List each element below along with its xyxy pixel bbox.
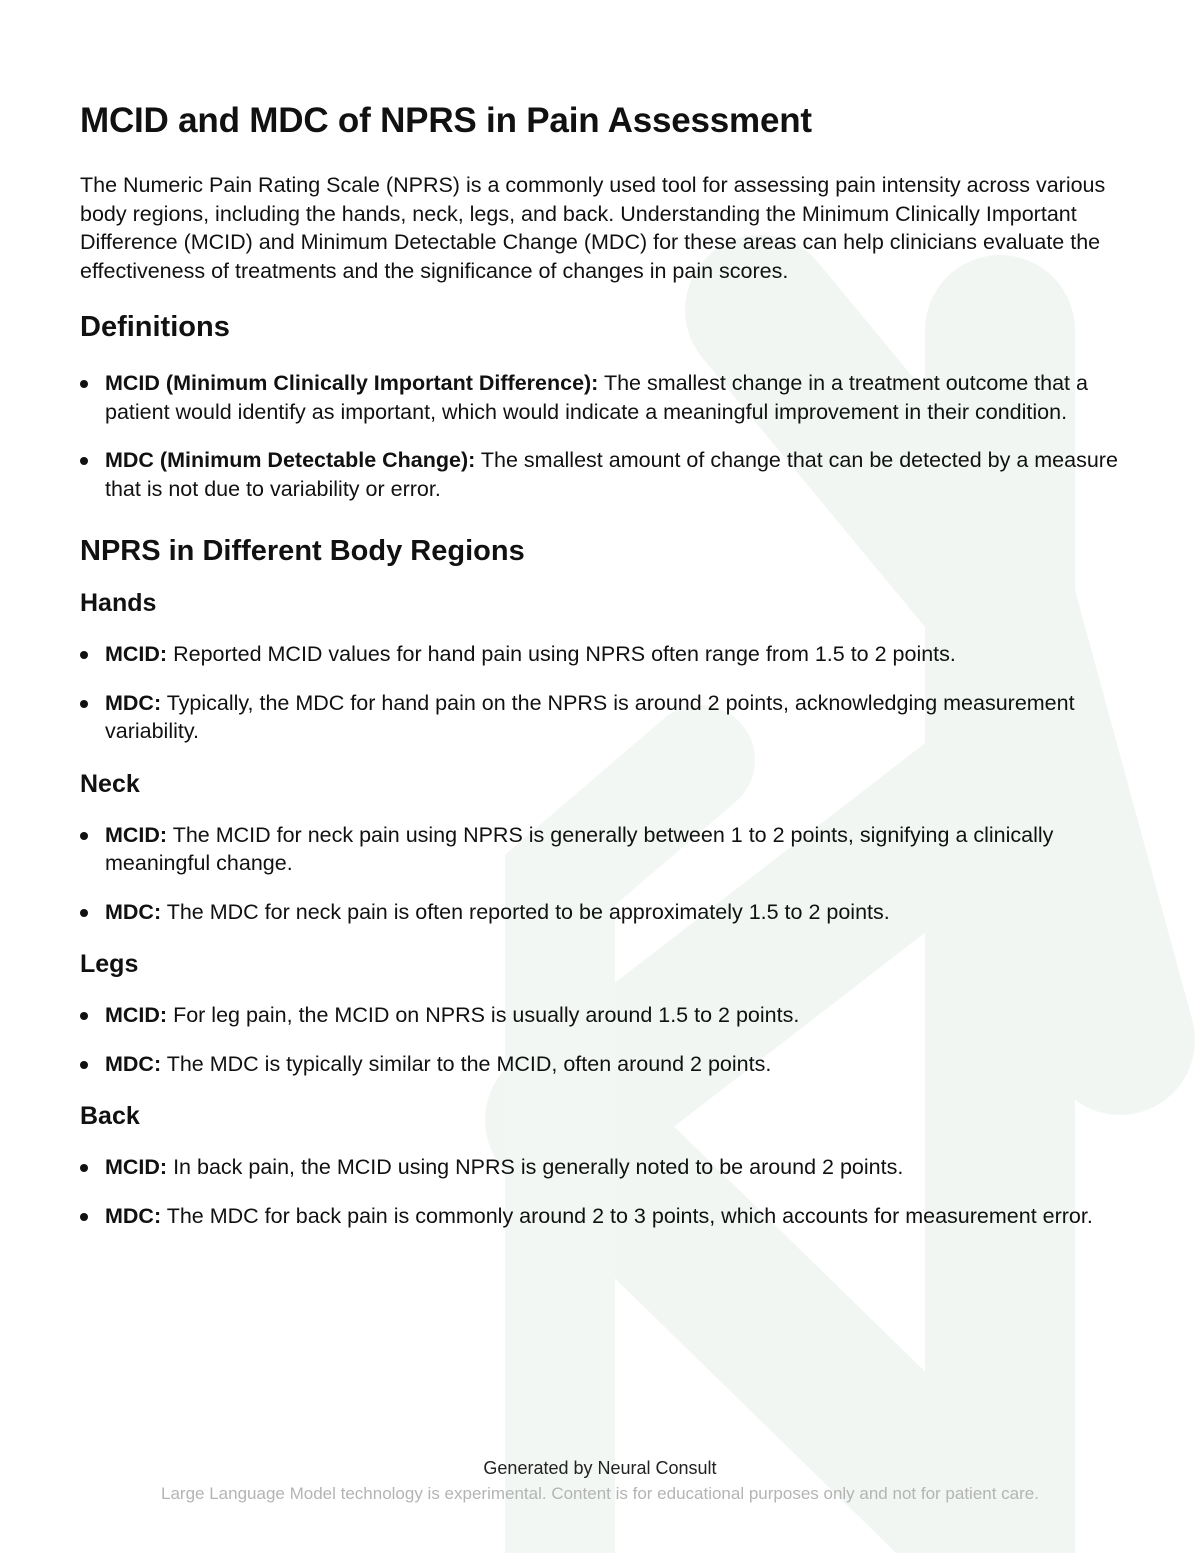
document-body	[80, 100, 1130, 1252]
legs-heading: Legs	[80, 950, 139, 978]
bullet-icon	[80, 1061, 88, 1069]
bullet-icon	[80, 1164, 88, 1172]
term-label: MCID (Minimum Clinically Important Difference):	[105, 371, 599, 395]
list-item	[80, 1153, 1130, 1182]
list-item	[80, 1001, 1130, 1030]
generated-by-label: Generated by Neural Consult	[483, 1458, 717, 1478]
list-item	[80, 1050, 1130, 1079]
list-item	[80, 689, 1130, 746]
disclaimer-text: Large Language Model technology is experimental. Content is for educational purposes only and not for patient care.	[161, 1484, 1039, 1503]
bullet-icon	[80, 1213, 88, 1221]
term-label: MDC (Minimum Detectable Change):	[105, 448, 476, 472]
term-text: Reported MCID values for hand pain using NPRS often range from 1.5 to 2 points.	[167, 642, 956, 666]
definitions-heading: Definitions	[80, 311, 230, 343]
term-text: The MDC for neck pain is often reported to be approximately 1.5 to 2 points.	[161, 899, 890, 924]
neck-heading: Neck	[80, 769, 140, 798]
term-text: The smallest change in a treatment outcome that a patient would identify as important, which would indicate a meaningful improvement in their condition.	[105, 371, 1088, 424]
bullet-icon	[80, 700, 88, 708]
bullet-icon	[80, 380, 88, 388]
bullet-icon	[80, 909, 88, 917]
term-label: MDC:	[105, 1203, 162, 1228]
footer	[0, 1456, 1200, 1506]
term-text: In back pain, the MCID using NPRS is generally noted to be around 2 points.	[167, 1155, 904, 1179]
term-label: MCID:	[105, 1155, 168, 1179]
bullet-icon	[80, 832, 88, 840]
bullet-icon	[80, 651, 88, 659]
term-text: For leg pain, the MCID on NPRS is usually around 1.5 to 2 points.	[167, 1003, 800, 1027]
legs-list	[80, 1001, 1130, 1078]
term-label: MDC:	[105, 899, 162, 924]
definitions-list	[80, 369, 1130, 503]
list-item	[80, 821, 1130, 878]
term-text: Typically, the MDC for hand pain on the NPRS is around 2 points, acknowledging measurement variability.	[105, 690, 1075, 743]
list-item	[80, 898, 1130, 927]
intro-paragraph: The Numeric Pain Rating Scale (NPRS) is a commonly used tool for assessing pain intensity across various body regions, including the hands, neck, legs, and back. Understanding the Minimum Clinically Important Difference (MCID) and Minimum Detectable Change (MDC) for these areas can help clinicians evaluate the effectiveness of treatments and the significance of changes in pain scores.	[80, 173, 1106, 283]
hands-list	[80, 640, 1130, 746]
page-title: MCID and MDC of NPRS in Pain Assessment	[80, 101, 812, 140]
bullet-icon	[80, 1012, 88, 1020]
term-label: MCID:	[105, 642, 168, 666]
bullet-icon	[80, 457, 88, 465]
hands-heading: Hands	[80, 589, 157, 617]
term-label: MDC:	[105, 1051, 162, 1076]
back-heading: Back	[80, 1102, 140, 1130]
neck-list	[80, 821, 1130, 927]
term-text: The MDC for back pain is commonly around 2 to 3 points, which accounts for measurement error.	[161, 1203, 1093, 1228]
term-label: MDC:	[105, 690, 162, 715]
list-item	[80, 446, 1130, 503]
term-text: The MCID for neck pain using NPRS is generally between 1 to 2 points, signifying a clinically meaningful change.	[105, 822, 1054, 875]
list-item	[80, 369, 1130, 426]
list-item	[80, 640, 1130, 669]
term-label: MCID:	[105, 822, 168, 847]
list-item	[80, 1202, 1130, 1231]
term-text: The smallest amount of change that can be detected by a measure that is not due to variability or error.	[105, 448, 1118, 501]
term-label: MCID:	[105, 1003, 168, 1027]
term-text: The MDC is typically similar to the MCID, often around 2 points.	[161, 1051, 772, 1076]
back-list	[80, 1153, 1130, 1230]
regions-heading: NPRS in Different Body Regions	[80, 535, 525, 567]
